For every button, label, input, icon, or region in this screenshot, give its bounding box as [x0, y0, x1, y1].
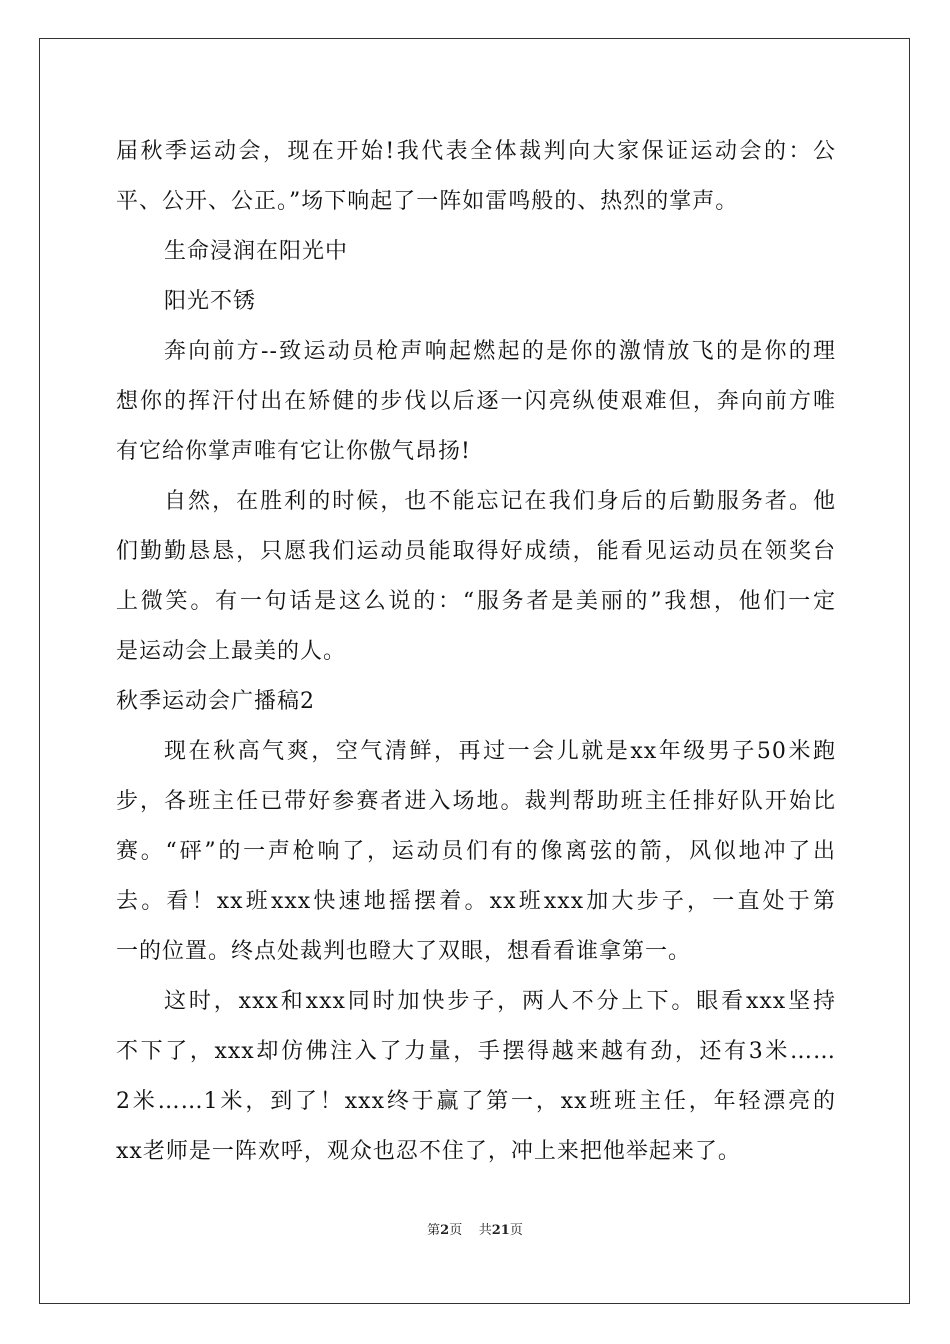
text-line: 们勤勤恳恳，只愿我们运动员能取得好成绩，能看见运动员在领奖台 [116, 539, 836, 564]
text-line: 赛。“砰”的一声枪响了，运动员们有的像离弦的箭，风似地冲了出 [116, 839, 836, 864]
total-pages: 21 [491, 1223, 510, 1238]
text-line: xx老师是一阵欢呼，观众也忍不住了，冲上来把他举起来了。 [116, 1139, 741, 1164]
text-line: 步，各班主任已带好参赛者进入场地。裁判帮助班主任排好队开始比 [116, 789, 836, 814]
text-line: 不下了，xxx却仿佛注入了力量，手摆得越来越有劲，还有3米…… [116, 1039, 836, 1064]
subtitle-line: 阳光不锈 [164, 289, 257, 314]
subtitle-line: 生命浸润在阳光中 [164, 239, 349, 264]
section-heading: 秋季运动会广播稿2 [116, 689, 315, 714]
document-body [116, 127, 836, 1177]
total-prefix: 共 [478, 1223, 492, 1238]
text-line: 自然，在胜利的时候，也不能忘记在我们身后的后勤服务者。他 [164, 489, 836, 514]
text-line: 奔向前方--致运动员枪声响起燃起的是你的激情放飞的是你的理 [164, 339, 836, 364]
text-line: 2米……1米，到了！xxx终于赢了第一，xx班班主任，年轻漂亮的 [116, 1089, 836, 1114]
text-line: 一的位置。终点处裁判也瞪大了双眼，想看看谁拿第一。 [116, 939, 692, 964]
text-line: 这时，xxx和xxx同时加快步子，两人不分上下。眼看xxx坚持 [164, 989, 836, 1014]
page-prefix: 第 [427, 1223, 441, 1238]
page-number: 2 [440, 1223, 450, 1238]
page-suffix: 页 [449, 1223, 463, 1238]
total-suffix: 页 [509, 1223, 523, 1238]
page-footer [0, 1219, 950, 1238]
text-line: 平、公开、公正。”场下响起了一阵如雷鸣般的、热烈的掌声。 [116, 189, 739, 214]
text-line: 是运动会上最美的人。 [116, 639, 347, 664]
text-line: 想你的挥汗付出在矫健的步伐以后逐一闪亮纵使艰难但，奔向前方唯 [116, 389, 836, 414]
text-line: 上微笑。有一句话是这么说的：“服务者是美丽的”我想，他们一定 [116, 589, 836, 614]
text-line: 有它给你掌声唯有它让你傲气昂扬! [116, 439, 471, 464]
text-line: 届秋季运动会，现在开始!我代表全体裁判向大家保证运动会的：公 [116, 139, 836, 164]
text-line: 现在秋高气爽，空气清鲜，再过一会儿就是xx年级男子50米跑 [164, 739, 836, 764]
text-line: 去。看！xx班xxx快速地摇摆着。xx班xxx加大步子，一直处于第 [116, 889, 836, 914]
